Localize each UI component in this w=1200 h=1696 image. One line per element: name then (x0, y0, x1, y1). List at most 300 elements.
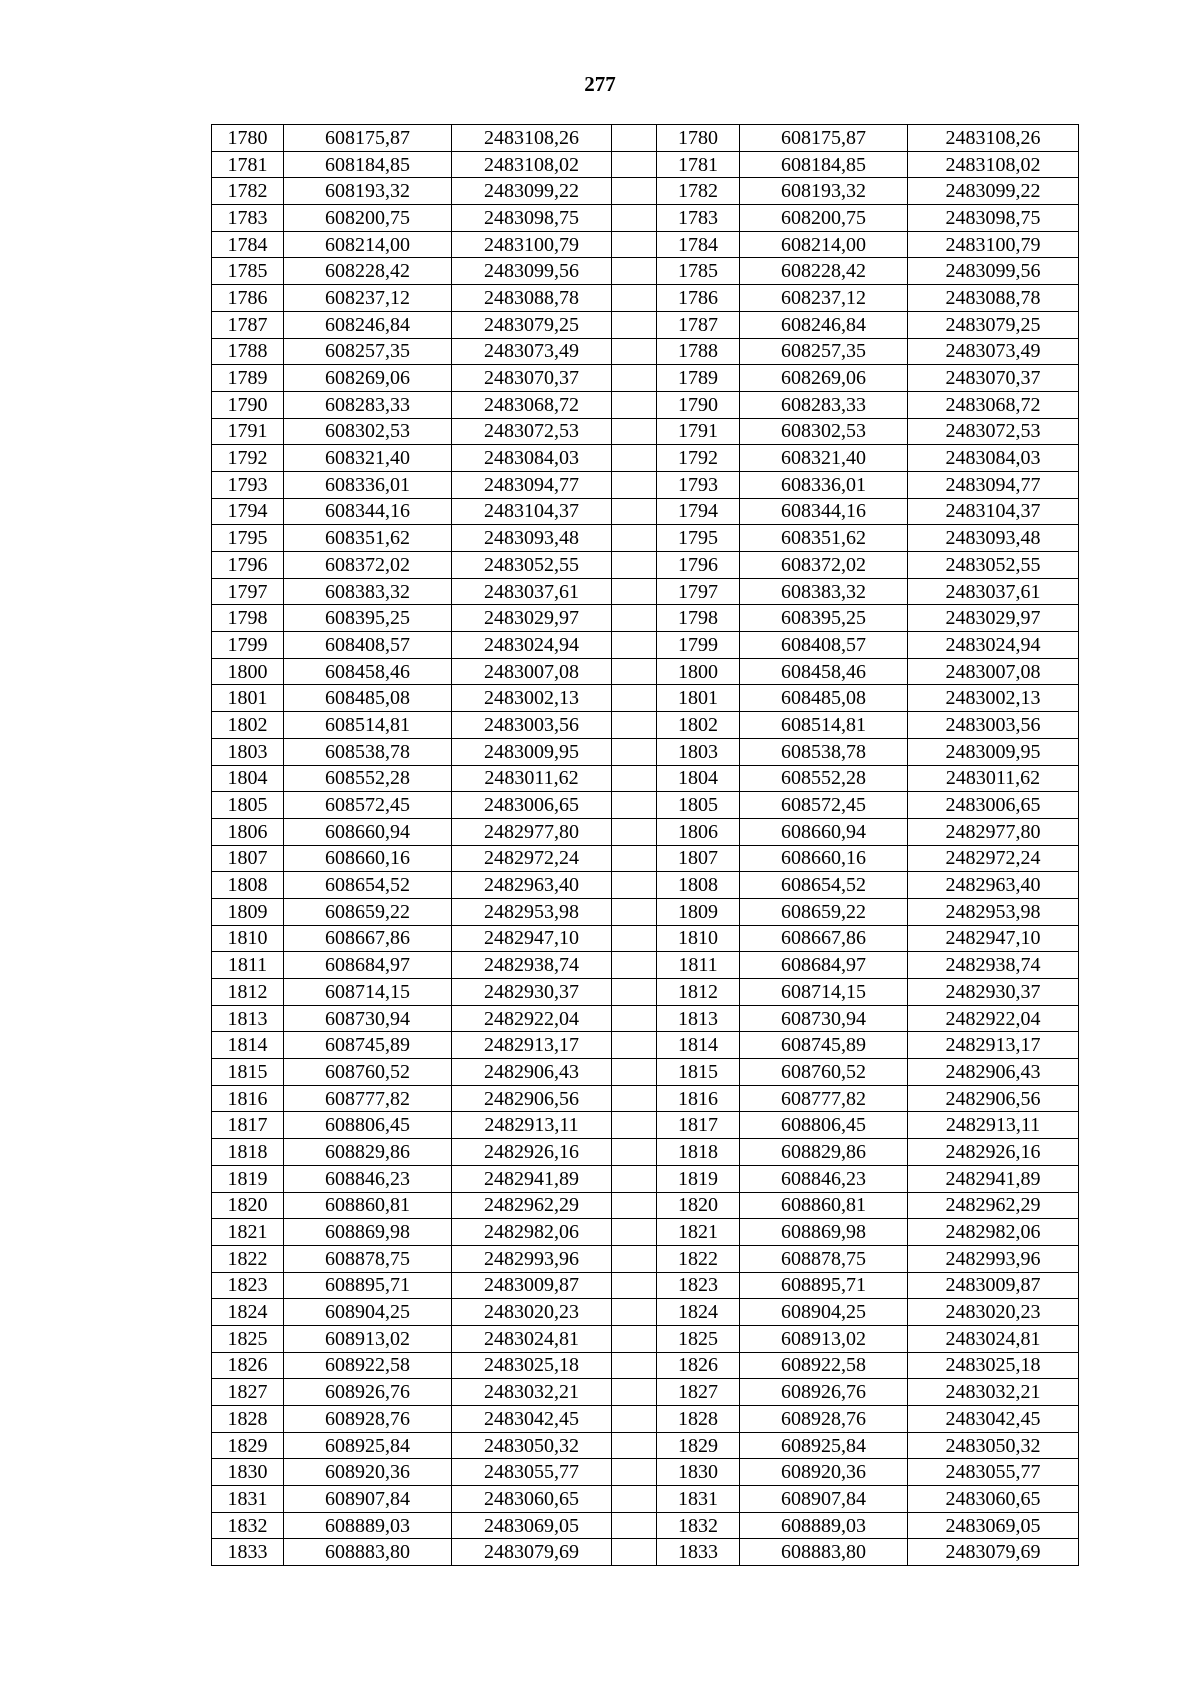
right-y-coordinate: 2483094,77 (908, 471, 1079, 498)
left-y-coordinate: 2482977,80 (452, 818, 612, 845)
left-x-coordinate: 608846,23 (284, 1165, 452, 1192)
left-point-number: 1789 (212, 365, 284, 392)
left-y-coordinate: 2483003,56 (452, 712, 612, 739)
left-y-coordinate: 2482906,43 (452, 1059, 612, 1086)
spacer-cell (612, 231, 657, 258)
table-row (212, 258, 1079, 285)
left-y-coordinate: 2483024,94 (452, 632, 612, 659)
right-point-number: 1794 (657, 498, 740, 525)
left-y-coordinate: 2483002,13 (452, 685, 612, 712)
right-point-number: 1820 (657, 1192, 740, 1219)
right-x-coordinate: 608889,03 (740, 1512, 908, 1539)
spacer-cell (612, 1539, 657, 1566)
right-point-number: 1810 (657, 925, 740, 952)
right-y-coordinate: 2482906,43 (908, 1059, 1079, 1086)
left-y-coordinate: 2483007,08 (452, 658, 612, 685)
left-point-number: 1807 (212, 845, 284, 872)
left-point-number: 1805 (212, 792, 284, 819)
left-x-coordinate: 608351,62 (284, 525, 452, 552)
right-x-coordinate: 608283,33 (740, 391, 908, 418)
right-x-coordinate: 608344,16 (740, 498, 908, 525)
left-point-number: 1824 (212, 1299, 284, 1326)
right-y-coordinate: 2483108,02 (908, 151, 1079, 178)
left-x-coordinate: 608184,85 (284, 151, 452, 178)
right-point-number: 1798 (657, 605, 740, 632)
table-row (212, 872, 1079, 899)
right-point-number: 1824 (657, 1299, 740, 1326)
left-y-coordinate: 2483108,26 (452, 125, 612, 152)
table-row (212, 125, 1079, 152)
left-x-coordinate: 608730,94 (284, 1005, 452, 1032)
right-y-coordinate: 2482953,98 (908, 898, 1079, 925)
left-y-coordinate: 2483094,77 (452, 471, 612, 498)
table-body (212, 125, 1079, 1566)
left-point-number: 1814 (212, 1032, 284, 1059)
right-x-coordinate: 608730,94 (740, 1005, 908, 1032)
left-x-coordinate: 608907,84 (284, 1486, 452, 1513)
left-x-coordinate: 608552,28 (284, 765, 452, 792)
left-x-coordinate: 608889,03 (284, 1512, 452, 1539)
right-point-number: 1805 (657, 792, 740, 819)
left-x-coordinate: 608214,00 (284, 231, 452, 258)
right-point-number: 1827 (657, 1379, 740, 1406)
right-y-coordinate: 2483007,08 (908, 658, 1079, 685)
right-point-number: 1785 (657, 258, 740, 285)
table-row (212, 818, 1079, 845)
left-x-coordinate: 608336,01 (284, 471, 452, 498)
left-x-coordinate: 608925,84 (284, 1432, 452, 1459)
spacer-cell (612, 1192, 657, 1219)
left-x-coordinate: 608660,16 (284, 845, 452, 872)
right-y-coordinate: 2483050,32 (908, 1432, 1079, 1459)
left-point-number: 1787 (212, 311, 284, 338)
left-y-coordinate: 2483052,55 (452, 552, 612, 579)
left-x-coordinate: 608193,32 (284, 178, 452, 205)
left-y-coordinate: 2483088,78 (452, 285, 612, 312)
left-x-coordinate: 608904,25 (284, 1299, 452, 1326)
spacer-cell (612, 1139, 657, 1166)
right-point-number: 1825 (657, 1325, 740, 1352)
left-y-coordinate: 2483050,32 (452, 1432, 612, 1459)
left-point-number: 1786 (212, 285, 284, 312)
right-y-coordinate: 2482938,74 (908, 952, 1079, 979)
right-point-number: 1819 (657, 1165, 740, 1192)
right-x-coordinate: 608408,57 (740, 632, 908, 659)
left-x-coordinate: 608913,02 (284, 1325, 452, 1352)
table-row (212, 178, 1079, 205)
left-x-coordinate: 608175,87 (284, 125, 452, 152)
right-y-coordinate: 2483079,69 (908, 1539, 1079, 1566)
left-point-number: 1780 (212, 125, 284, 152)
spacer-cell (612, 178, 657, 205)
right-x-coordinate: 608321,40 (740, 445, 908, 472)
left-y-coordinate: 2482913,11 (452, 1112, 612, 1139)
right-x-coordinate: 608904,25 (740, 1299, 908, 1326)
left-y-coordinate: 2483068,72 (452, 391, 612, 418)
right-point-number: 1792 (657, 445, 740, 472)
table-row (212, 1059, 1079, 1086)
left-x-coordinate: 608538,78 (284, 738, 452, 765)
spacer-cell (612, 418, 657, 445)
right-x-coordinate: 608458,46 (740, 658, 908, 685)
right-point-number: 1807 (657, 845, 740, 872)
spacer-cell (612, 898, 657, 925)
table-row (212, 445, 1079, 472)
right-y-coordinate: 2482947,10 (908, 925, 1079, 952)
table-row (212, 365, 1079, 392)
left-point-number: 1793 (212, 471, 284, 498)
left-x-coordinate: 608659,22 (284, 898, 452, 925)
left-point-number: 1796 (212, 552, 284, 579)
right-y-coordinate: 2483024,81 (908, 1325, 1079, 1352)
right-x-coordinate: 608269,06 (740, 365, 908, 392)
spacer-cell (612, 1512, 657, 1539)
spacer-cell (612, 792, 657, 819)
left-point-number: 1782 (212, 178, 284, 205)
left-y-coordinate: 2482993,96 (452, 1245, 612, 1272)
spacer-cell (612, 471, 657, 498)
left-x-coordinate: 608883,80 (284, 1539, 452, 1566)
right-x-coordinate: 608552,28 (740, 765, 908, 792)
left-point-number: 1816 (212, 1085, 284, 1112)
table-row (212, 1512, 1079, 1539)
table-row (212, 1325, 1079, 1352)
spacer-cell (612, 1219, 657, 1246)
right-x-coordinate: 608684,97 (740, 952, 908, 979)
table-row (212, 311, 1079, 338)
left-point-number: 1825 (212, 1325, 284, 1352)
left-point-number: 1833 (212, 1539, 284, 1566)
left-y-coordinate: 2483100,79 (452, 231, 612, 258)
right-point-number: 1806 (657, 818, 740, 845)
right-point-number: 1782 (657, 178, 740, 205)
right-point-number: 1822 (657, 1245, 740, 1272)
right-point-number: 1816 (657, 1085, 740, 1112)
right-y-coordinate: 2483029,97 (908, 605, 1079, 632)
table-row (212, 1272, 1079, 1299)
right-x-coordinate: 608806,45 (740, 1112, 908, 1139)
right-y-coordinate: 2483020,23 (908, 1299, 1079, 1326)
right-x-coordinate: 608383,32 (740, 578, 908, 605)
left-y-coordinate: 2482947,10 (452, 925, 612, 952)
spacer-cell (612, 1032, 657, 1059)
right-y-coordinate: 2483100,79 (908, 231, 1079, 258)
right-point-number: 1813 (657, 1005, 740, 1032)
right-y-coordinate: 2482930,37 (908, 979, 1079, 1006)
left-point-number: 1818 (212, 1139, 284, 1166)
spacer-cell (612, 338, 657, 365)
right-x-coordinate: 608925,84 (740, 1432, 908, 1459)
left-x-coordinate: 608654,52 (284, 872, 452, 899)
table-row (212, 1085, 1079, 1112)
right-y-coordinate: 2482962,29 (908, 1192, 1079, 1219)
table-row (212, 552, 1079, 579)
spacer-cell (612, 1085, 657, 1112)
left-y-coordinate: 2482906,56 (452, 1085, 612, 1112)
right-x-coordinate: 608257,35 (740, 338, 908, 365)
left-point-number: 1822 (212, 1245, 284, 1272)
left-point-number: 1826 (212, 1352, 284, 1379)
table-row (212, 1539, 1079, 1566)
table-row (212, 605, 1079, 632)
right-point-number: 1787 (657, 311, 740, 338)
spacer-cell (612, 1272, 657, 1299)
left-x-coordinate: 608806,45 (284, 1112, 452, 1139)
spacer-cell (612, 498, 657, 525)
left-point-number: 1800 (212, 658, 284, 685)
left-point-number: 1832 (212, 1512, 284, 1539)
left-y-coordinate: 2483029,97 (452, 605, 612, 632)
left-x-coordinate: 608829,86 (284, 1139, 452, 1166)
left-y-coordinate: 2482953,98 (452, 898, 612, 925)
right-x-coordinate: 608654,52 (740, 872, 908, 899)
right-y-coordinate: 2483032,21 (908, 1379, 1079, 1406)
right-point-number: 1809 (657, 898, 740, 925)
left-point-number: 1783 (212, 205, 284, 232)
right-y-coordinate: 2482913,17 (908, 1032, 1079, 1059)
table-row (212, 471, 1079, 498)
left-x-coordinate: 608922,58 (284, 1352, 452, 1379)
spacer-cell (612, 1459, 657, 1486)
right-x-coordinate: 608920,36 (740, 1459, 908, 1486)
left-y-coordinate: 2483079,69 (452, 1539, 612, 1566)
spacer-cell (612, 1352, 657, 1379)
left-y-coordinate: 2483032,21 (452, 1379, 612, 1406)
spacer-cell (612, 1165, 657, 1192)
right-x-coordinate: 608193,32 (740, 178, 908, 205)
spacer-cell (612, 1432, 657, 1459)
table-row (212, 1005, 1079, 1032)
table-row (212, 525, 1079, 552)
right-y-coordinate: 2483073,49 (908, 338, 1079, 365)
right-point-number: 1790 (657, 391, 740, 418)
left-point-number: 1790 (212, 391, 284, 418)
spacer-cell (612, 1112, 657, 1139)
table-row (212, 845, 1079, 872)
table-row (212, 151, 1079, 178)
left-x-coordinate: 608344,16 (284, 498, 452, 525)
table-row (212, 498, 1079, 525)
right-x-coordinate: 608514,81 (740, 712, 908, 739)
right-point-number: 1808 (657, 872, 740, 899)
left-y-coordinate: 2483072,53 (452, 418, 612, 445)
spacer-cell (612, 1406, 657, 1433)
left-x-coordinate: 608926,76 (284, 1379, 452, 1406)
right-point-number: 1800 (657, 658, 740, 685)
right-point-number: 1796 (657, 552, 740, 579)
right-point-number: 1788 (657, 338, 740, 365)
right-point-number: 1781 (657, 151, 740, 178)
left-x-coordinate: 608920,36 (284, 1459, 452, 1486)
spacer-cell (612, 1379, 657, 1406)
right-point-number: 1801 (657, 685, 740, 712)
left-y-coordinate: 2482938,74 (452, 952, 612, 979)
right-x-coordinate: 608913,02 (740, 1325, 908, 1352)
left-x-coordinate: 608246,84 (284, 311, 452, 338)
left-x-coordinate: 608269,06 (284, 365, 452, 392)
left-y-coordinate: 2483006,65 (452, 792, 612, 819)
spacer-cell (612, 925, 657, 952)
right-x-coordinate: 608538,78 (740, 738, 908, 765)
spacer-cell (612, 258, 657, 285)
spacer-cell (612, 311, 657, 338)
left-point-number: 1806 (212, 818, 284, 845)
left-point-number: 1819 (212, 1165, 284, 1192)
right-x-coordinate: 608246,84 (740, 311, 908, 338)
spacer-cell (612, 525, 657, 552)
left-point-number: 1784 (212, 231, 284, 258)
left-point-number: 1798 (212, 605, 284, 632)
spacer-cell (612, 685, 657, 712)
left-y-coordinate: 2483009,95 (452, 738, 612, 765)
right-y-coordinate: 2483072,53 (908, 418, 1079, 445)
right-point-number: 1793 (657, 471, 740, 498)
left-x-coordinate: 608485,08 (284, 685, 452, 712)
right-point-number: 1797 (657, 578, 740, 605)
right-y-coordinate: 2483055,77 (908, 1459, 1079, 1486)
right-y-coordinate: 2483024,94 (908, 632, 1079, 659)
table-row (212, 685, 1079, 712)
left-x-coordinate: 608383,32 (284, 578, 452, 605)
spacer-cell (612, 1299, 657, 1326)
left-x-coordinate: 608408,57 (284, 632, 452, 659)
left-point-number: 1817 (212, 1112, 284, 1139)
table-row (212, 1112, 1079, 1139)
left-point-number: 1799 (212, 632, 284, 659)
right-y-coordinate: 2483011,62 (908, 765, 1079, 792)
spacer-cell (612, 285, 657, 312)
spacer-cell (612, 818, 657, 845)
right-x-coordinate: 608907,84 (740, 1486, 908, 1513)
left-y-coordinate: 2483104,37 (452, 498, 612, 525)
right-x-coordinate: 608336,01 (740, 471, 908, 498)
right-y-coordinate: 2483009,95 (908, 738, 1079, 765)
left-point-number: 1794 (212, 498, 284, 525)
table-row (212, 1352, 1079, 1379)
table-row (212, 1032, 1079, 1059)
right-x-coordinate: 608846,23 (740, 1165, 908, 1192)
right-x-coordinate: 608184,85 (740, 151, 908, 178)
left-x-coordinate: 608257,35 (284, 338, 452, 365)
left-point-number: 1801 (212, 685, 284, 712)
right-point-number: 1818 (657, 1139, 740, 1166)
right-x-coordinate: 608572,45 (740, 792, 908, 819)
left-y-coordinate: 2482982,06 (452, 1219, 612, 1246)
right-point-number: 1823 (657, 1272, 740, 1299)
right-point-number: 1804 (657, 765, 740, 792)
right-y-coordinate: 2483037,61 (908, 578, 1079, 605)
table-row (212, 285, 1079, 312)
spacer-cell (612, 738, 657, 765)
left-point-number: 1815 (212, 1059, 284, 1086)
left-y-coordinate: 2483093,48 (452, 525, 612, 552)
left-point-number: 1823 (212, 1272, 284, 1299)
right-point-number: 1795 (657, 525, 740, 552)
left-point-number: 1797 (212, 578, 284, 605)
right-x-coordinate: 608777,82 (740, 1085, 908, 1112)
right-point-number: 1828 (657, 1406, 740, 1433)
right-point-number: 1831 (657, 1486, 740, 1513)
spacer-cell (612, 125, 657, 152)
right-x-coordinate: 608351,62 (740, 525, 908, 552)
right-y-coordinate: 2482922,04 (908, 1005, 1079, 1032)
right-y-coordinate: 2483104,37 (908, 498, 1079, 525)
right-y-coordinate: 2483099,56 (908, 258, 1079, 285)
right-x-coordinate: 608228,42 (740, 258, 908, 285)
right-point-number: 1783 (657, 205, 740, 232)
left-x-coordinate: 608878,75 (284, 1245, 452, 1272)
left-y-coordinate: 2483073,49 (452, 338, 612, 365)
left-y-coordinate: 2482926,16 (452, 1139, 612, 1166)
left-point-number: 1813 (212, 1005, 284, 1032)
right-y-coordinate: 2483070,37 (908, 365, 1079, 392)
table-row (212, 952, 1079, 979)
left-point-number: 1821 (212, 1219, 284, 1246)
right-point-number: 1815 (657, 1059, 740, 1086)
right-y-coordinate: 2483079,25 (908, 311, 1079, 338)
left-y-coordinate: 2482930,37 (452, 979, 612, 1006)
right-y-coordinate: 2482941,89 (908, 1165, 1079, 1192)
spacer-cell (612, 552, 657, 579)
left-x-coordinate: 608302,53 (284, 418, 452, 445)
table-row (212, 338, 1079, 365)
left-y-coordinate: 2482913,17 (452, 1032, 612, 1059)
right-x-coordinate: 608883,80 (740, 1539, 908, 1566)
spacer-cell (612, 1245, 657, 1272)
table-row (212, 1245, 1079, 1272)
right-y-coordinate: 2482906,56 (908, 1085, 1079, 1112)
right-x-coordinate: 608760,52 (740, 1059, 908, 1086)
spacer-cell (612, 712, 657, 739)
table-row (212, 418, 1079, 445)
table-row (212, 712, 1079, 739)
table-row (212, 1192, 1079, 1219)
left-point-number: 1791 (212, 418, 284, 445)
right-y-coordinate: 2483069,05 (908, 1512, 1079, 1539)
right-x-coordinate: 608372,02 (740, 552, 908, 579)
table-row (212, 765, 1079, 792)
left-y-coordinate: 2483025,18 (452, 1352, 612, 1379)
left-x-coordinate: 608458,46 (284, 658, 452, 685)
spacer-cell (612, 845, 657, 872)
spacer-cell (612, 1005, 657, 1032)
table-row (212, 979, 1079, 1006)
left-point-number: 1811 (212, 952, 284, 979)
right-y-coordinate: 2483084,03 (908, 445, 1079, 472)
spacer-cell (612, 632, 657, 659)
left-point-number: 1802 (212, 712, 284, 739)
spacer-cell (612, 391, 657, 418)
left-y-coordinate: 2483009,87 (452, 1272, 612, 1299)
right-point-number: 1833 (657, 1539, 740, 1566)
spacer-cell (612, 445, 657, 472)
table-row (212, 925, 1079, 952)
left-x-coordinate: 608745,89 (284, 1032, 452, 1059)
spacer-cell (612, 872, 657, 899)
right-point-number: 1829 (657, 1432, 740, 1459)
right-y-coordinate: 2482913,11 (908, 1112, 1079, 1139)
right-y-coordinate: 2483042,45 (908, 1406, 1079, 1433)
left-y-coordinate: 2483024,81 (452, 1325, 612, 1352)
right-x-coordinate: 608237,12 (740, 285, 908, 312)
table-row (212, 658, 1079, 685)
right-y-coordinate: 2483098,75 (908, 205, 1079, 232)
right-y-coordinate: 2482963,40 (908, 872, 1079, 899)
right-point-number: 1832 (657, 1512, 740, 1539)
right-y-coordinate: 2482993,96 (908, 1245, 1079, 1272)
right-x-coordinate: 608878,75 (740, 1245, 908, 1272)
right-point-number: 1830 (657, 1459, 740, 1486)
